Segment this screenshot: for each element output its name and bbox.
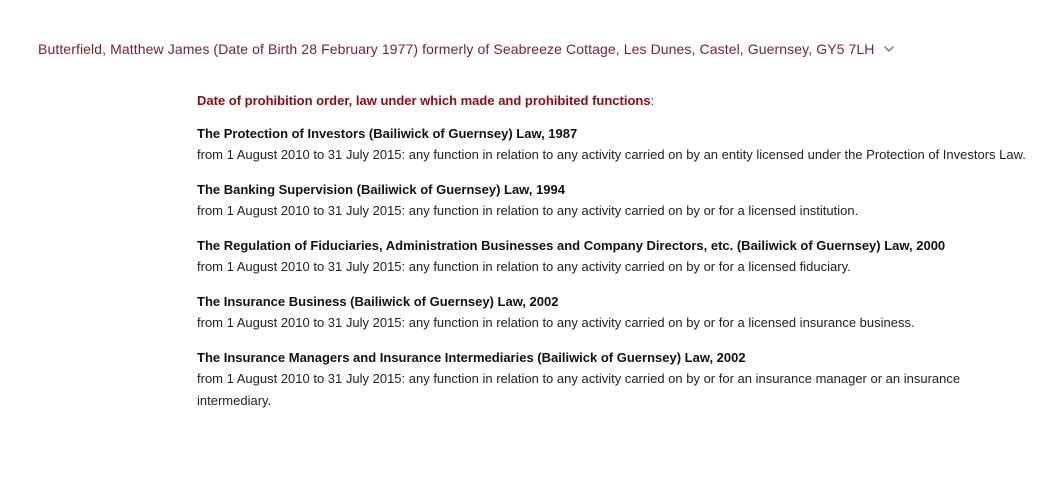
- law-title: The Protection of Investors (Bailiwick of Guernsey) Law, 1987: [197, 126, 578, 141]
- law-title: The Regulation of Fiduciaries, Administration Businesses and Company Directors, etc. (Bailiwick of Guernsey) Law, 2000: [197, 238, 946, 253]
- law-item: [197, 236, 1032, 278]
- panel-intro: [197, 92, 1032, 110]
- law-item: [197, 124, 1032, 166]
- law-description: from 1 August 2010 to 31 July 2015: any function in relation to any activity carried on by or for a licensed insurance business.: [197, 315, 915, 330]
- law-description: from 1 August 2010 to 31 July 2015: any function in relation to any activity carried on by or for a licensed institution.: [197, 203, 859, 218]
- law-description: from 1 August 2010 to 31 July 2015: any function in relation to any activity carried on by an entity licensed under the Protection of Investors Law.: [197, 147, 1026, 162]
- law-item: [197, 180, 1032, 222]
- law-title: The Insurance Managers and Insurance Intermediaries (Bailiwick of Guernsey) Law, 2002: [197, 350, 746, 365]
- panel-intro-text: Date of prohibition order, law under which made and prohibited functions: [197, 93, 651, 108]
- chevron-down-icon[interactable]: [883, 43, 895, 55]
- accordion-panel: [197, 92, 1032, 426]
- law-item: [197, 348, 1032, 412]
- accordion-header[interactable]: [38, 41, 895, 57]
- law-title: The Banking Supervision (Bailiwick of Guernsey) Law, 1994: [197, 182, 565, 197]
- law-item: [197, 292, 1032, 334]
- law-title: The Insurance Business (Bailiwick of Guernsey) Law, 2002: [197, 294, 559, 309]
- law-description: from 1 August 2010 to 31 July 2015: any function in relation to any activity carried on by or for a licensed fiduciary.: [197, 259, 851, 274]
- accordion-title[interactable]: Butterfield, Matthew James (Date of Birth 28 February 1977) formerly of Seabreeze Cottage, Les Dunes, Castel, Guernsey, GY5 7LH: [38, 41, 875, 57]
- panel-intro-colon: :: [650, 93, 655, 108]
- law-description: from 1 August 2010 to 31 July 2015: any function in relation to any activity carried on by or for an insurance manager or an insurance intermediary.: [197, 371, 961, 408]
